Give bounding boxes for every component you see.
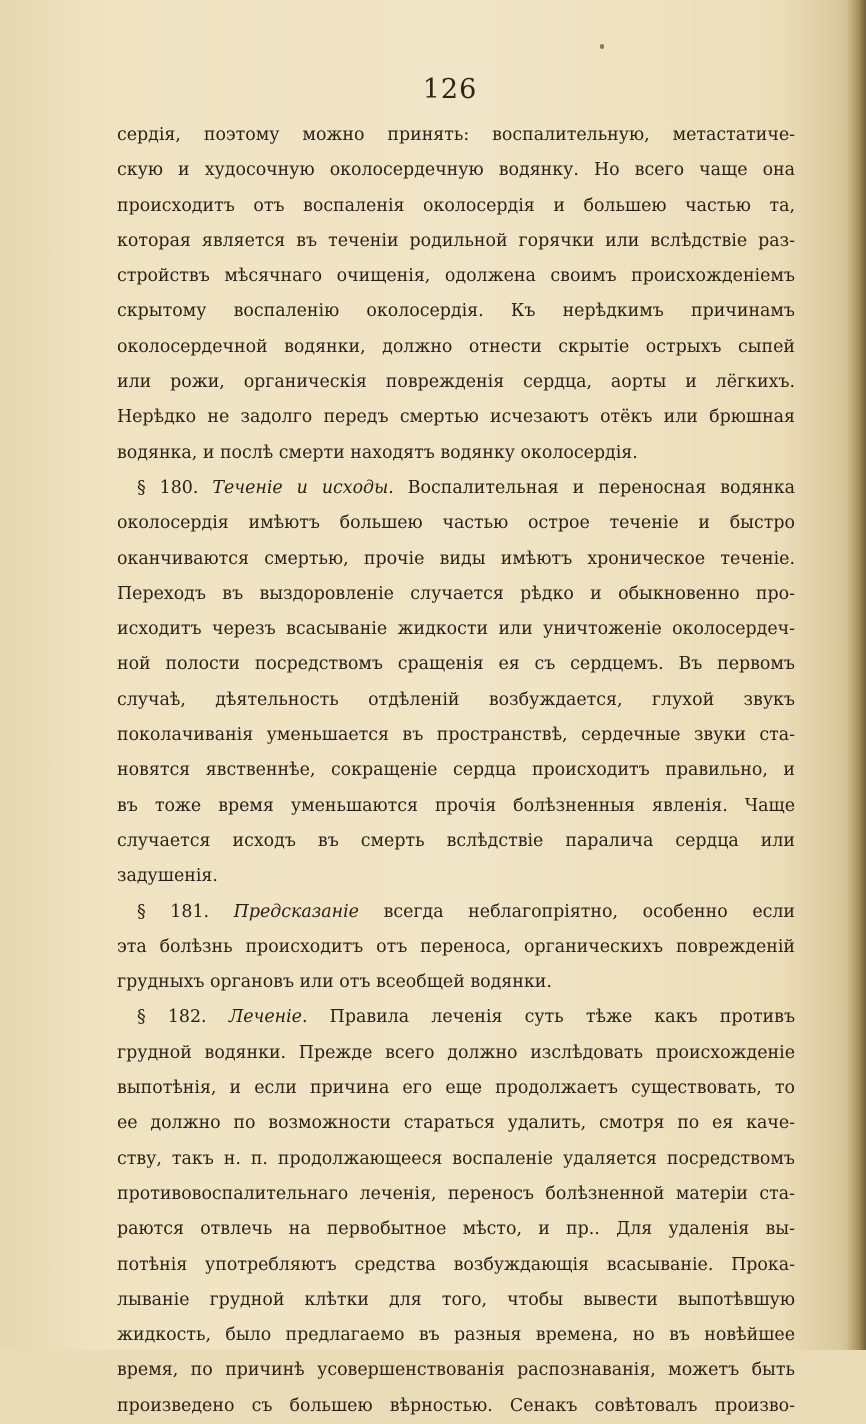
line-text: лываніе грудной клѣтки для того, чтобы вывести выпотѣвшую [117, 1289, 795, 1310]
line-text: выпотѣнія, и если причина его еще продолжаетъ существовать, то [117, 1078, 795, 1099]
text-line [117, 824, 795, 859]
line-text: Правила леченія суть тѣже какъ противъ [329, 1007, 796, 1028]
line-text: стройствъ мѣсячнаго очищенія, одолжена своимъ происхожденіемъ [117, 266, 795, 287]
text-line [117, 1283, 795, 1318]
paragraph-heading-line [117, 895, 795, 930]
text-line [117, 965, 795, 1000]
line-text: околосердія имѣютъ большею частью острое теченіе и быстро [117, 513, 795, 534]
line-text: скую и худосочную околосердечную водянку. Но всего чаще она [117, 160, 795, 181]
text-line [117, 506, 795, 541]
text-line [117, 789, 795, 824]
text-line [117, 1389, 795, 1424]
text-line [117, 1106, 795, 1141]
line-text: водянка, и послѣ смерти находятъ водянку околосердія. [117, 442, 638, 463]
text-line [117, 1212, 795, 1247]
line-text: потѣнія употребляютъ средства возбуждающія всасываніе. Прока- [117, 1254, 795, 1275]
line-text: оканчиваются смертью, прочіе виды имѣютъ хроническое теченіе. [117, 548, 795, 569]
text-line [117, 153, 795, 188]
paragraph-heading-line [117, 1000, 795, 1035]
line-text: всегда неблагопріятно, особенно если [383, 901, 795, 922]
text-line [117, 859, 795, 894]
page-number: 126 [422, 74, 478, 105]
line-text: происходитъ отъ воспаленія околосердія и большею частью та, [117, 195, 795, 216]
text-line [117, 683, 795, 718]
text-line [117, 118, 795, 153]
section-heading: Теченіе и исходы. [212, 477, 394, 498]
line-text: ству, такъ н. п. продолжающееся воспаленіе удаляется посредствомъ [117, 1148, 795, 1169]
text-line [117, 1248, 795, 1283]
page-fore-edge [848, 0, 866, 1350]
line-text: ной полости посредствомъ сращенія ея съ сердцемъ. Въ первомъ [117, 654, 795, 675]
text-line [117, 365, 795, 400]
line-text: противовоспалительнаго леченія, переносъ болѣзненной матеріи ста- [117, 1183, 795, 1204]
text-line [117, 718, 795, 753]
line-text: произведено съ большею вѣрностью. Сенакъ совѣтовалъ произво- [117, 1395, 795, 1416]
text-line [117, 542, 795, 577]
text-line [117, 400, 795, 435]
text-line [117, 577, 795, 612]
text-line [117, 1177, 795, 1212]
line-text: околосердечной водянки, должно отнести скрытіе острыхъ сыпей [117, 336, 795, 357]
line-text: новятся явственнѣе, сокращеніе сердца происходитъ правильно, и [117, 760, 795, 781]
line-text: Воспалительная и переносная водянка [407, 477, 796, 498]
text-line [117, 1142, 795, 1177]
line-text: исходитъ черезъ всасываніе жидкости или уничтоженіе околосердеч- [117, 619, 795, 640]
line-text: или рожи, органическія поврежденія сердца, аорты и лёгкихъ. [117, 372, 795, 393]
text-line [117, 930, 795, 965]
text-line [117, 224, 795, 259]
line-text: жидкость, было предлагаемо въ разныя времена, но въ новѣйшее [117, 1325, 795, 1346]
text-line [117, 1036, 795, 1071]
section-heading: Предсказаніе [233, 901, 359, 922]
line-text: Нерѣдко не задолго передъ смертью исчезаютъ отёкъ или брюшная [117, 407, 795, 428]
text-line [117, 1071, 795, 1106]
section-number: § 180. [137, 477, 199, 498]
ink-speck [600, 44, 604, 49]
line-text: ее должно по возможности стараться удалить, смотря по ея каче- [117, 1113, 795, 1134]
text-line [117, 436, 795, 471]
line-text: Переходъ въ выздоровленіе случается рѣдко и обыкновенно про- [117, 583, 795, 604]
paragraph-heading-line [117, 471, 795, 506]
text-line [117, 1318, 795, 1353]
line-text: которая является въ теченіи родильной горячки или вслѣдствіе раз- [117, 230, 795, 251]
text-line [117, 1353, 795, 1388]
line-text: скрытому воспаленію околосердія. Къ нерѣдкимъ причинамъ [117, 301, 795, 322]
page-body-text [117, 118, 795, 1424]
line-text: грудной водянки. Прежде всего должно изслѣдовать происхожденіе [117, 1042, 795, 1063]
line-text: сердія, поэтому можно принять: воспалительную, метастатиче- [117, 125, 795, 145]
section-heading: Леченіе. [228, 1007, 308, 1028]
text-line [117, 647, 795, 682]
line-text: раются отвлечь на первобытное мѣсто, и пр.. Для удаленія вы- [117, 1219, 795, 1240]
line-text: въ тоже время уменьшаются прочія болѣзненныя явленія. Чаще [117, 795, 795, 816]
line-text: поколачиванія уменьшается въ пространствѣ, сердечные звуки ста- [117, 725, 795, 746]
text-line [117, 189, 795, 224]
text-line [117, 259, 795, 294]
section-number: § 181. [137, 901, 210, 922]
text-line [117, 753, 795, 788]
section-number: § 182. [137, 1007, 207, 1028]
line-text: задушенія. [117, 866, 218, 887]
line-text: случаѣ, дѣятельность отдѣленій возбуждается, глухой звукъ [117, 689, 795, 710]
text-line [117, 330, 795, 365]
text-line [117, 294, 795, 329]
line-text: время, по причинѣ усовершенствованія распознаванія, можетъ быть [117, 1360, 795, 1381]
line-text: случается исходъ въ смерть вслѣдствіе паралича сердца или [117, 830, 795, 851]
line-text: грудныхъ органовъ или отъ всеобщей водянки. [117, 972, 552, 993]
text-line [117, 612, 795, 647]
line-text: эта болѣзнь происходитъ отъ переноса, органическихъ поврежденій [117, 936, 795, 957]
